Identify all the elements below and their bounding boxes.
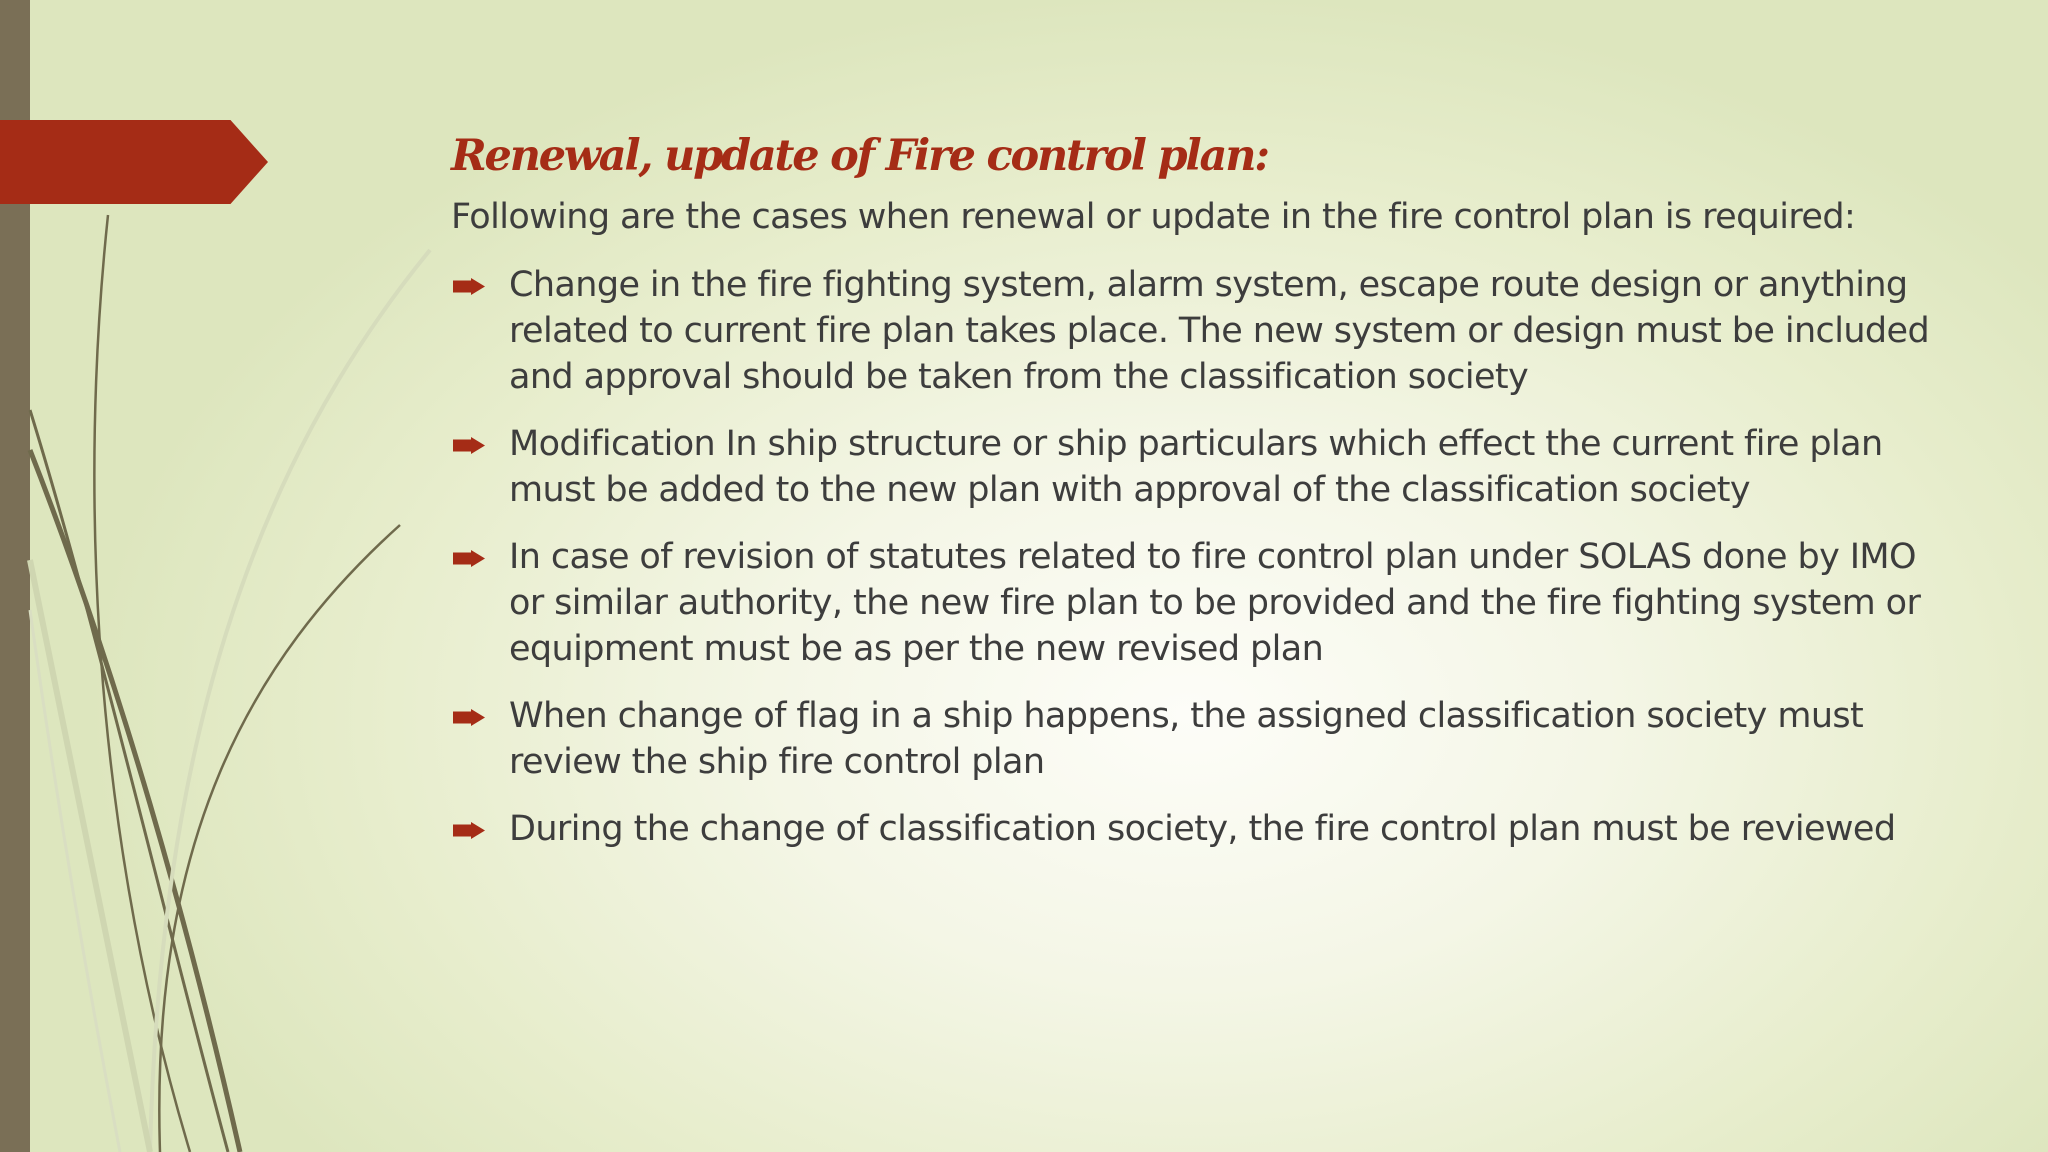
bullet-item <box>451 693 1931 785</box>
arrow-right-icon <box>453 709 485 726</box>
arrow-right-icon <box>453 278 485 295</box>
bullet-text: When change of flag in a ship happens, the assigned classification society must review the ship fire control plan <box>509 696 1864 782</box>
arrow-right-icon <box>453 550 485 567</box>
bullet-list <box>451 262 1931 852</box>
bullet-text: During the change of classification society, the fire control plan must be reviewed <box>509 809 1896 849</box>
arrow-right-icon <box>453 822 485 839</box>
bullet-text: Modification In ship structure or ship particulars which effect the current fire plan must be added to the new plan with approval of the classification society <box>509 424 1883 510</box>
bullet-item <box>451 421 1931 513</box>
bullet-item <box>451 262 1931 400</box>
title-arrow-banner <box>0 120 268 204</box>
bullet-item <box>451 806 1931 852</box>
arrow-right-icon <box>453 437 485 454</box>
intro-text: Following are the cases when renewal or update in the fire control plan is required: <box>451 197 1856 237</box>
bullet-text: Change in the fire fighting system, alarm system, escape route design or anything related to current fire plan takes place. The new system or design must be included and approval should be taken from the classification society <box>509 265 1930 397</box>
bullet-text: In case of revision of statutes related to fire control plan under SOLAS done by IMO or similar authority, the new fire plan to be provided and the fire fighting system or equipment must be as per the new revised plan <box>509 537 1921 669</box>
bullet-item <box>451 534 1931 672</box>
slide-content <box>451 126 1931 873</box>
slide-title: Renewal, update of Fire control plan: <box>451 131 1268 181</box>
